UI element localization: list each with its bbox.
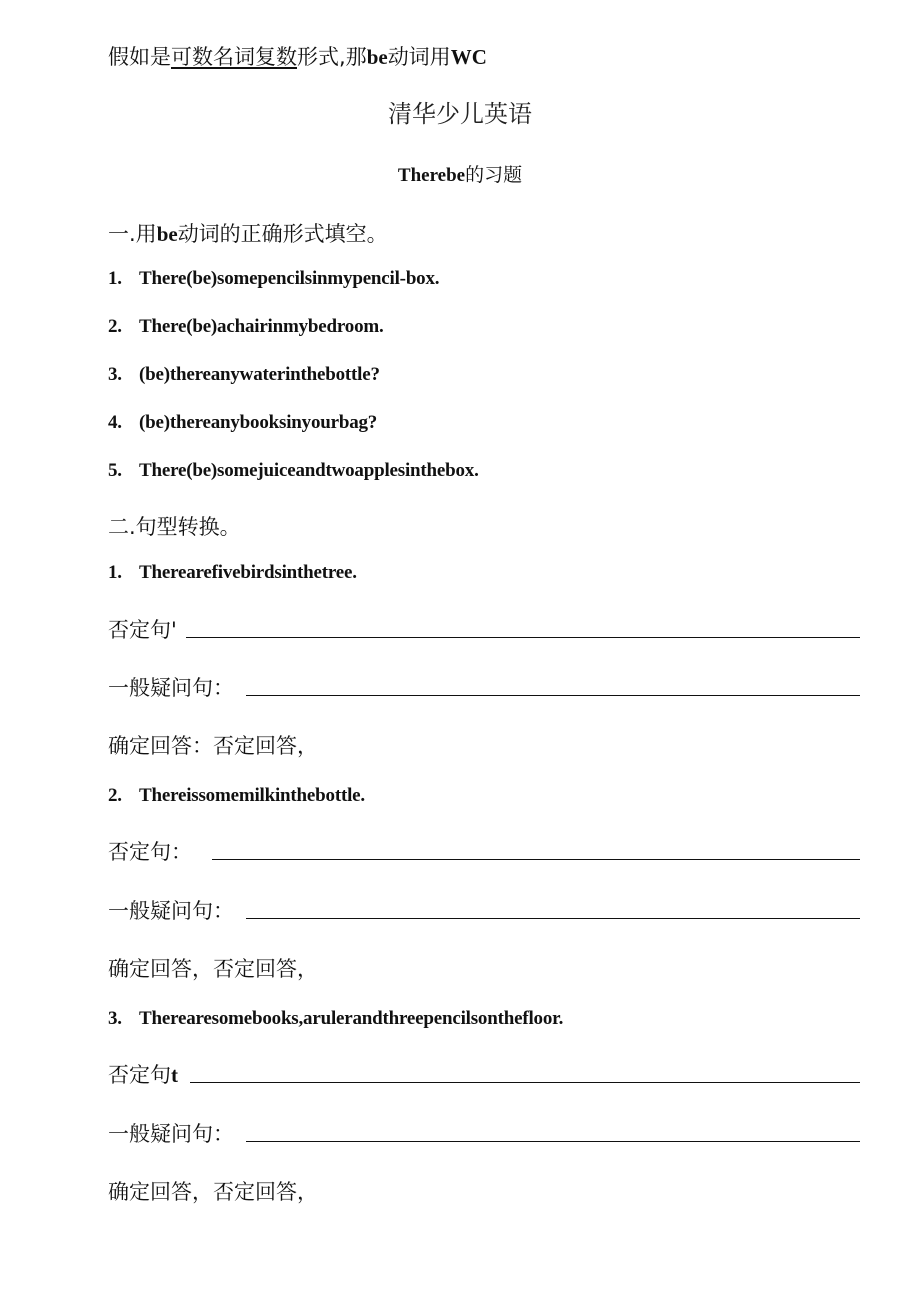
answer-label: 确定回答，否定回答， <box>108 1180 318 1204</box>
exercise-text: (be)thereanybooksinyourbag? <box>139 412 378 433</box>
section1-heading <box>108 218 388 248</box>
question-answer-blank[interactable] <box>246 695 860 696</box>
negative-label: 否定句： <box>108 840 192 864</box>
transform-text: Therearesomebooks,arulerandthreepencilsonthefloor. <box>139 1008 564 1029</box>
transform-text: Thereissomemilkinthebottle. <box>139 785 365 806</box>
header-note-be: be <box>366 45 388 69</box>
transform-number: 2. <box>108 785 122 806</box>
header-note-after-be: 动词用 <box>387 45 451 69</box>
section1-heading-be: be <box>156 222 178 246</box>
header-note-underlined: 可数名词复数 <box>171 45 297 69</box>
header-note-middle: 形式,那 <box>297 45 367 69</box>
header-note-prefix: 假如是 <box>108 45 171 69</box>
exercise-text: There(be)somepencilsinmypencil-box. <box>139 268 440 289</box>
exercise-item <box>108 412 377 434</box>
subtitle-cn: 的习题 <box>465 164 523 186</box>
exercise-number: 5. <box>108 460 122 481</box>
exercise-text: There(be)somejuiceandtwoapplesinthebox. <box>139 460 479 481</box>
negative-label: 否定句' <box>108 618 177 642</box>
exercise-item <box>108 364 380 386</box>
page-subtitle <box>0 160 920 187</box>
page-title: 清华少儿英语 <box>388 100 532 128</box>
header-note <box>108 41 487 71</box>
question-label: 一般疑问句： <box>108 676 234 700</box>
exercise-text: There(be)achairinmybedroom. <box>139 316 384 337</box>
transform-number: 3. <box>108 1008 122 1029</box>
negative-answer-blank[interactable] <box>186 637 860 638</box>
exercise-number: 2. <box>108 316 122 337</box>
header-note-tail: WC <box>450 45 487 69</box>
transform-sentence <box>108 785 365 807</box>
negative-label-text: 否定句 <box>108 1063 171 1087</box>
subtitle-en: Therebe <box>397 165 466 186</box>
negative-label <box>108 1059 178 1089</box>
transform-text: Therearefivebirdsinthetree. <box>139 562 357 583</box>
negative-label-suffix: t <box>171 1063 178 1087</box>
answer-label: 确定回答：否定回答， <box>108 734 318 758</box>
question-answer-blank[interactable] <box>246 918 860 919</box>
question-label: 一般疑问句： <box>108 899 234 923</box>
exercise-item <box>108 460 479 482</box>
exercise-number: 3. <box>108 364 122 385</box>
exercise-number: 4. <box>108 412 122 433</box>
exercise-text: (be)thereanywaterinthebottle? <box>139 364 380 385</box>
negative-answer-blank[interactable] <box>212 859 860 860</box>
negative-answer-blank[interactable] <box>190 1082 860 1083</box>
exercise-item <box>108 268 439 290</box>
question-answer-blank[interactable] <box>246 1141 860 1142</box>
exercise-number: 1. <box>108 268 122 289</box>
section1-heading-suffix: 动词的正确形式填空。 <box>177 222 388 246</box>
section2-heading: 二.句型转换。 <box>108 515 241 539</box>
question-label: 一般疑问句： <box>108 1122 234 1146</box>
transform-sentence <box>108 562 357 584</box>
transform-number: 1. <box>108 562 122 583</box>
answer-label: 确定回答，否定回答， <box>108 957 318 981</box>
exercise-item <box>108 316 384 338</box>
transform-sentence <box>108 1008 563 1030</box>
section1-heading-prefix: 一.用 <box>108 222 157 246</box>
